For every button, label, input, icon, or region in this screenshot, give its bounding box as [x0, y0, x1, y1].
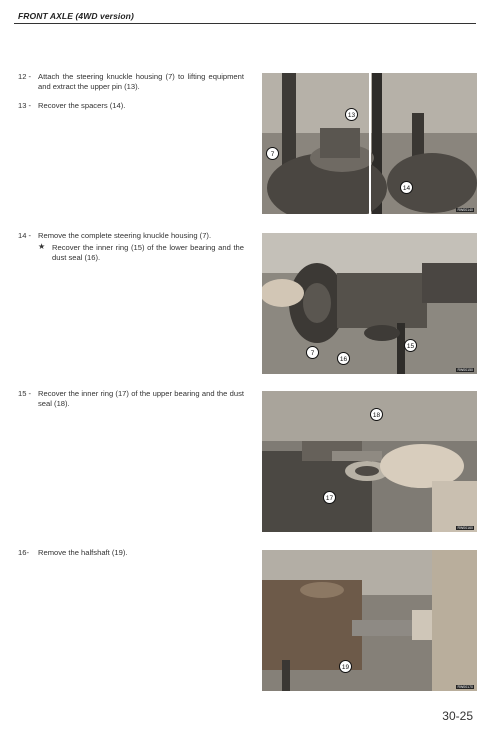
page-header	[14, 6, 476, 24]
photo-illustration	[262, 550, 477, 691]
callout-7: 7	[266, 147, 279, 160]
callout-16: 16	[337, 352, 350, 365]
photo-upper-bearing-ring	[262, 391, 477, 532]
step-text: Recover the spacers (14).	[38, 101, 126, 110]
step-number: 16-	[18, 548, 29, 557]
step-15	[18, 389, 244, 408]
photo-steering-knuckle-removal	[262, 233, 477, 374]
figure-code: RW00160	[457, 526, 473, 530]
step-text: Remove the halfshaft (19).	[38, 548, 128, 557]
callout-18: 18	[370, 408, 383, 421]
star-icon: ★	[38, 242, 46, 251]
step-text: Recover the inner ring (17) of the upper bearing and the dust seal (18).	[38, 389, 244, 408]
step-text: Attach the steering knuckle housing (7) to lifting equipment and extract the upper pin (13).	[38, 72, 244, 91]
photo-steering-knuckle-upper-pin	[262, 73, 477, 214]
step-16	[18, 548, 244, 558]
step-number: 13 -	[18, 101, 32, 110]
header-title: FRONT AXLE (4WD version)	[18, 11, 134, 21]
callout-14: 14	[400, 181, 413, 194]
figure-code: RW00170	[457, 685, 473, 689]
step-text: Remove the complete steering knuckle housing (7).	[38, 231, 212, 240]
callout-15: 15	[404, 339, 417, 352]
photo-halfshaft-removal	[262, 550, 477, 691]
photo-illustration	[262, 73, 477, 214]
step-number: 15 -	[18, 389, 32, 398]
figure-code: RW00140	[457, 208, 473, 212]
step-12	[18, 72, 244, 91]
step-14-note	[38, 243, 244, 262]
photo-illustration	[262, 233, 477, 374]
callout-19: 19	[339, 660, 352, 673]
note-text: Recover the inner ring (15) of the lower bearing and the dust seal (16).	[52, 243, 244, 262]
page-number: 30-25	[442, 709, 473, 723]
step-number: 14 -	[18, 231, 32, 240]
figure-code: RW00150	[457, 368, 473, 372]
step-13	[18, 101, 244, 111]
step-number: 12 -	[18, 72, 32, 81]
callout-13: 13	[345, 108, 358, 121]
callout-17: 17	[323, 491, 336, 504]
callout-7: 7	[306, 346, 319, 359]
step-14	[18, 231, 244, 241]
